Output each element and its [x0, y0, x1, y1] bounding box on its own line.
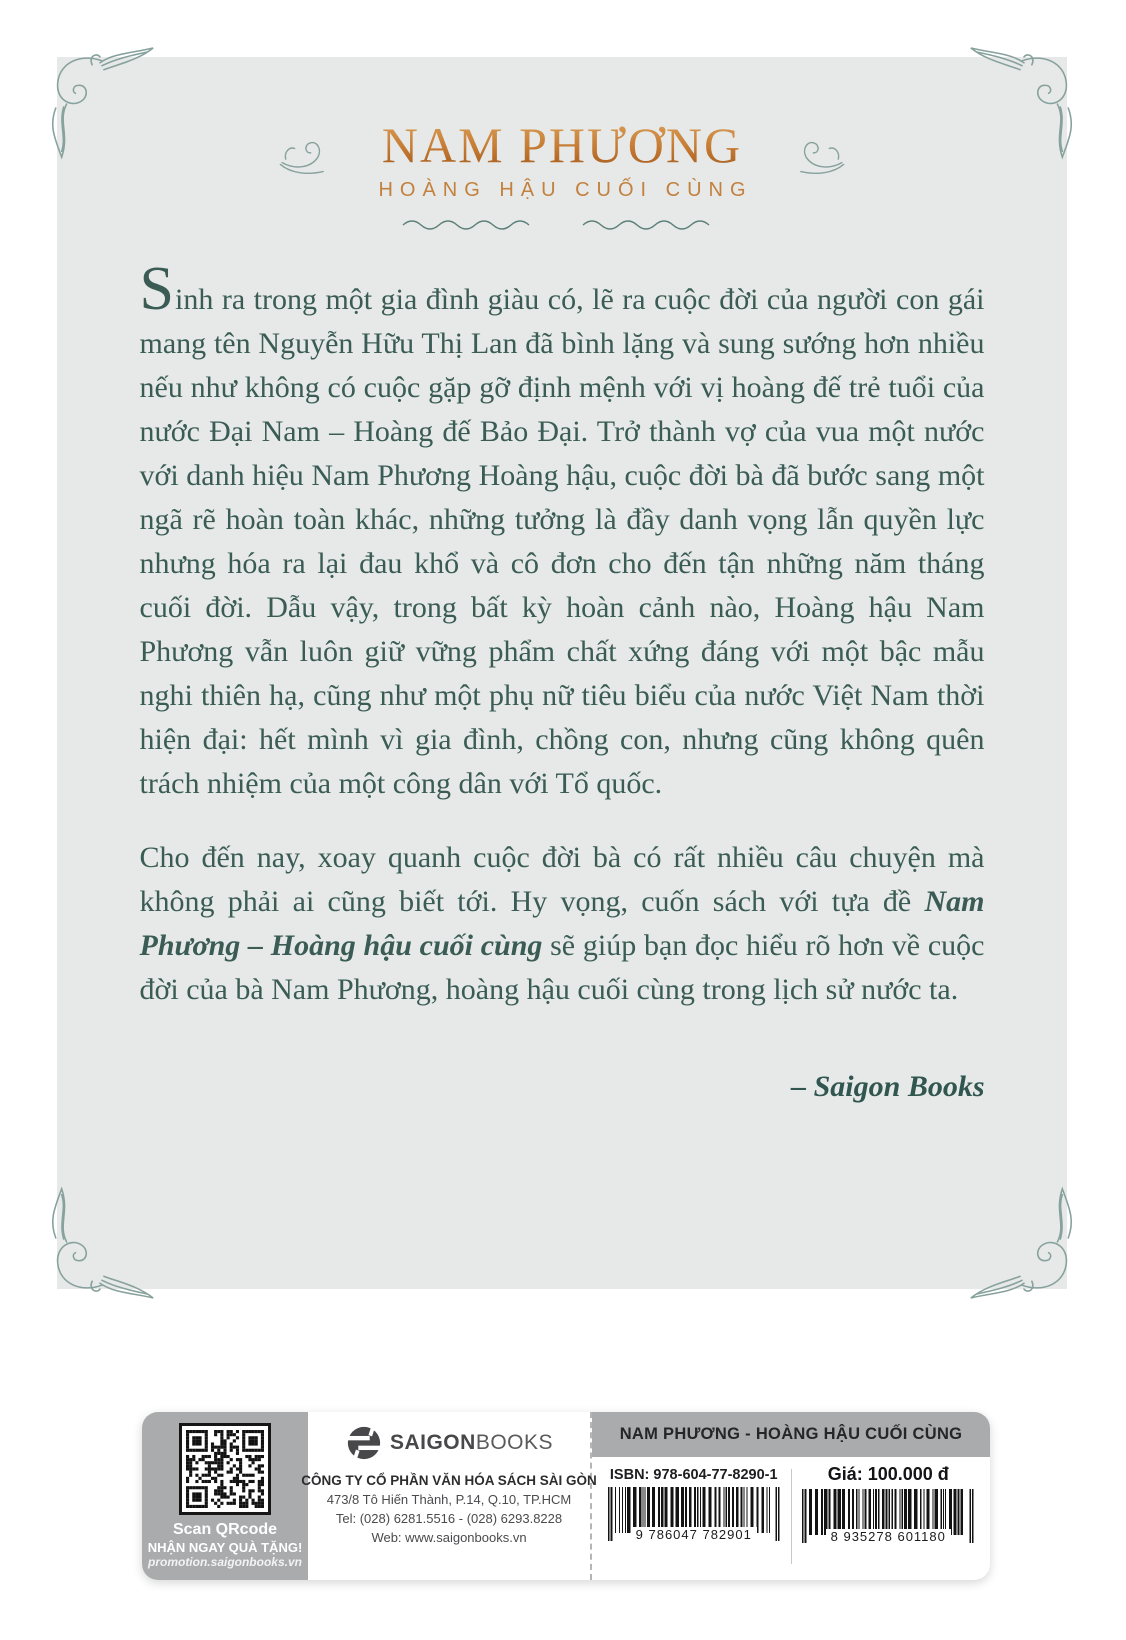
isbn-column: [600, 1461, 788, 1572]
synopsis-paragraph-1: [139, 254, 985, 806]
saigonbooks-logo-text: [390, 1431, 553, 1455]
synopsis-paragraph-2: [140, 836, 985, 1012]
isbn-barcode-digits: 9 786047 782901: [631, 1527, 757, 1542]
inline-book-title: Nam Phương – Hoàng hậu cuối cùng: [139, 884, 985, 962]
corner-flourish-bottom-right-icon: [963, 1173, 1081, 1301]
qr-section: [142, 1412, 308, 1580]
company-phone: Tel: (028) 6281.5516 - (028) 6293.8228: [335, 1511, 563, 1526]
synopsis: [139, 254, 985, 1012]
title-ornament-right-icon: [783, 132, 849, 188]
company-name: CÔNG TY CỔ PHẦN VĂN HÓA SÁCH SÀI GÒN: [301, 1473, 597, 1488]
price-barcode-digits: 8 935278 601180: [826, 1529, 951, 1544]
title-block: [57, 119, 1067, 202]
isbn-number: ISBN: 978-604-77-8290-1: [609, 1467, 778, 1483]
back-cover-panel: [57, 57, 1067, 1289]
paragraph-1-text: inh ra trong một gia đình giàu có, lẽ ra cuộc đời của người con gái mang tên Nguyễn Hữu Thị Lan đã bình lặng và sung sướng hơn nhiều nếu như không có cuộc gặp gỡ định mệnh với vị hoàng đế trẻ tuổi của nước Đại Nam – Hoàng đế Bảo Đại. Trở thành vợ của vua một nước với danh hiệu Nam Phương Hoàng hậu, cuộc đời bà đã bước sang một ngã rẽ hoàn toàn khác, những tưởng là đầy danh vọng lẫn quyền lực nhưng hóa ra lại đau khổ và cô đơn cho đến tận những năm tháng cuối đời. Dẫu vậy, trong bất kỳ hoàn cảnh nào, Hoàng hậu Nam Phương vẫn luôn giữ vững phẩm chất xứng đáng với một bậc mẫu nghi thiên hạ, cũng như một phụ nữ tiêu biểu của nước Việt Nam thời hiện đại: hết mình vì gia đình, chồng con, nhưng cũng không quên trách nhiệm của một công dân với Tổ quốc.: [139, 282, 985, 800]
qr-caption: Scan QRcode: [172, 1521, 278, 1538]
paragraph-2-text-before: Cho đến nay, xoay quanh cuộc đời bà có rất nhiều câu chuyện mà không phải ai cũng biết tới. Hy vọng, cuốn sách với tựa đề: [139, 840, 985, 918]
title-ornament-left-icon: [275, 132, 341, 188]
qr-promotion-url: promotion.saigonbooks.vn: [147, 1555, 302, 1569]
paragraph-2-text-after: sẽ giúp bạn đọc hiểu rõ hơn về cuộc đời của bà Nam Phương, hoàng hậu cuối cùng trong lịch sử nước ta.: [139, 928, 985, 1006]
publisher-info-bar: [142, 1412, 990, 1580]
drop-cap: S: [139, 254, 174, 323]
logo-text-saigon: SAIGON: [389, 1431, 476, 1454]
price-value: Giá: 100.000 đ: [827, 1464, 949, 1484]
column-divider: [791, 1469, 792, 1564]
qr-code-icon: [186, 1430, 264, 1508]
qr-gift-caption: NHẬN NGAY QUÀ TẶNG!: [147, 1540, 303, 1555]
publisher-signature: – Saigon Books: [791, 1069, 985, 1103]
saigonbooks-logo-icon: [345, 1424, 383, 1462]
corner-flourish-bottom-left-icon: [43, 1173, 161, 1301]
logo-text-books: BOOKS: [475, 1431, 554, 1454]
isbn-price-section: [592, 1412, 990, 1580]
qr-code-frame: [179, 1423, 271, 1515]
price-column: [795, 1461, 983, 1572]
saigonbooks-logo: [345, 1422, 553, 1464]
publisher-section: [301, 1412, 597, 1580]
book-subtitle: HOÀNG HẬU CUỐI CÙNG: [378, 178, 753, 201]
company-address: 473/8 Tô Hiến Thành, P.14, Q.10, TP.HCM: [326, 1492, 572, 1507]
company-website: Web: www.saigonbooks.vn: [371, 1530, 527, 1545]
book-title: NAM PHƯƠNG: [371, 119, 752, 172]
title-divider-icon: [397, 216, 727, 232]
footer-book-title: NAM PHƯƠNG - HOÀNG HẬU CUỐI CÙNG: [592, 1412, 990, 1457]
